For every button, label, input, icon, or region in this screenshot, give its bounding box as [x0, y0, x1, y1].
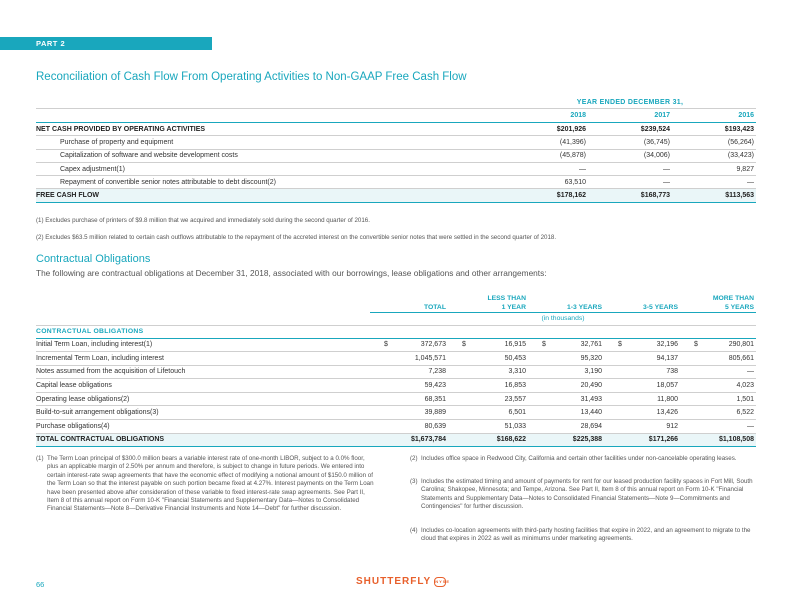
row-label: Capex adjustment(1) [36, 162, 504, 175]
cell: 3,310 [448, 365, 528, 379]
cell: (36,745) [588, 136, 672, 149]
cell: $168,622 [448, 433, 528, 447]
cell: $ 32,196 [604, 338, 680, 352]
period-header: YEAR ENDED DECEMBER 31, [576, 98, 684, 106]
cell: 7,238 [370, 365, 448, 379]
cell: $225,388 [528, 433, 604, 447]
cell: 6,522 [680, 406, 756, 420]
cell: 16,853 [448, 379, 528, 393]
row-label: FREE CASH FLOW [36, 189, 504, 202]
table-row [36, 123, 756, 136]
total-row [36, 189, 756, 202]
cell: $ 372,673 [370, 338, 448, 352]
cell: 20,490 [528, 379, 604, 393]
col-header: TOTAL [423, 303, 446, 311]
units-label: (in thousands) [370, 312, 756, 325]
cell: 805,661 [680, 352, 756, 366]
table-row [36, 352, 756, 366]
footnote: (4) Includes co-location agreements with third-party hosting facilities that expire in 2022, and an agreement to migrate to the cloud that expires in 2022 as well as minimums under marketing agreements. [410, 527, 751, 543]
cell: 95,320 [528, 352, 604, 366]
cell: 18,057 [604, 379, 680, 393]
cell: $ 32,761 [528, 338, 604, 352]
table-row [36, 365, 756, 379]
table-row [36, 338, 756, 352]
cell: 13,426 [604, 406, 680, 420]
row-label: Build-to-suit arrangement obligations(3) [36, 406, 370, 420]
cell: $ 16,915 [448, 338, 528, 352]
section-intro: The following are contractual obligations at December 31, 2018, associated with our borrowings, lease obligations and other arrangements: [36, 268, 547, 278]
row-label: TOTAL CONTRACTUAL OBLIGATIONS [36, 433, 370, 447]
cell: $171,266 [604, 433, 680, 447]
shutterfly-logo: SHUTTERFLY NYSE [356, 576, 451, 587]
cell: — [504, 162, 588, 175]
cell: 68,351 [370, 392, 448, 406]
footnote: (2) Excludes $63.5 million related to certain cash outflows attributable to the repayment of the accreted interest on the convertible senior notes that were settled in the second quarter of 2018. [36, 234, 557, 241]
year-header: 2017 [588, 109, 672, 123]
cell: — [672, 176, 756, 189]
cell: $1,108,508 [680, 433, 756, 447]
table-row [36, 149, 756, 162]
col-header: LESS THAN 1 YEAR [487, 294, 526, 311]
row-label: Repayment of convertible senior notes attributable to debt discount(2) [36, 176, 504, 189]
cell: $168,773 [588, 189, 672, 202]
cell: 94,137 [604, 352, 680, 366]
cell: 1,045,571 [370, 352, 448, 366]
cell: 4,023 [680, 379, 756, 393]
table-row [36, 406, 756, 420]
footnote: (1) The Term Loan principal of $300.0 million bears a variable interest rate of one-month LIBOR, subject to a 0.0% floor, plus an applicable margin of 2.50% per annum and therefore, is subject to change in future periods. We entered into certain interest-rate swap agreements that have the economic effect of modifying a notional amount of $150.0 million of the Term Loan so that the interest payable on such portion became fixed at 4.27%. Interest payments on the Term Loan have been presented above after consideration of these variable to fixed interest-rate swap agreements. See Part II, Item 8 of this annual report on Form 10-K "Financial Statements and Supplementary Data—Notes to Consolidated Financial Statements—Note 8—Derivative Financial Instruments and Note 14—Debt" for further discussion. [36, 455, 374, 513]
cell: $ 290,801 [680, 338, 756, 352]
part-label: PART 2 [0, 37, 212, 50]
col-header: MORE THAN 5 YEARS [712, 294, 754, 311]
cell: 31,493 [528, 392, 604, 406]
cell: 50,453 [448, 352, 528, 366]
year-header: 2018 [504, 109, 588, 123]
cell: $113,563 [672, 189, 756, 202]
cell: 738 [604, 365, 680, 379]
cell: $178,162 [504, 189, 588, 202]
cell: (33,423) [672, 149, 756, 162]
cell: 28,694 [528, 420, 604, 434]
row-label: Initial Term Loan, including interest(1) [36, 338, 370, 352]
col-header: 1-3 YEARS [566, 303, 602, 311]
cell: $1,673,784 [370, 433, 448, 447]
nyse-mark-icon: NYSE [434, 577, 446, 587]
footnote: (1) Excludes purchase of printers of $9.8 million that we acquired and immediately sold during the second quarter of 2016. [36, 217, 370, 224]
cell: 912 [604, 420, 680, 434]
cell: 63,510 [504, 176, 588, 189]
row-label: Incremental Term Loan, including interest [36, 352, 370, 366]
cell: — [680, 420, 756, 434]
table-row [36, 136, 756, 149]
row-label: Purchase obligations(4) [36, 420, 370, 434]
cell: $193,423 [672, 123, 756, 136]
cell: (34,006) [588, 149, 672, 162]
cell: (56,264) [672, 136, 756, 149]
year-header: 2016 [672, 109, 756, 123]
cell: — [588, 176, 672, 189]
table-row [36, 379, 756, 393]
row-label: Operating lease obligations(2) [36, 392, 370, 406]
cell: 9,827 [672, 162, 756, 175]
row-label: Capital lease obligations [36, 379, 370, 393]
table-row [36, 420, 756, 434]
cell: 6,501 [448, 406, 528, 420]
footnote: (2) Includes office space in Redwood City, California and certain other facilities under non-cancelable operating leases. [410, 455, 737, 462]
cell: 39,889 [370, 406, 448, 420]
col-header: 3-5 YEARS [642, 303, 678, 311]
cashflow-title: Reconciliation of Cash Flow From Operating Activities to Non-GAAP Free Cash Flow [36, 71, 467, 83]
row-label: Capitalization of software and website development costs [36, 149, 504, 162]
cell: 80,639 [370, 420, 448, 434]
cell: 11,800 [604, 392, 680, 406]
cashflow-table [36, 96, 756, 203]
cell: 13,440 [528, 406, 604, 420]
cell: 23,557 [448, 392, 528, 406]
page-number: 66 [36, 580, 45, 589]
row-label: Notes assumed from the acquisition of Lifetouch [36, 365, 370, 379]
cell: 1,501 [680, 392, 756, 406]
cell: $239,524 [588, 123, 672, 136]
obligations-table [36, 291, 756, 447]
table-row [36, 162, 756, 175]
table-row [36, 392, 756, 406]
section-title: Contractual Obligations [36, 253, 151, 265]
cell: — [680, 365, 756, 379]
total-row [36, 433, 756, 447]
cell: 59,423 [370, 379, 448, 393]
row-label: Purchase of property and equipment [36, 136, 504, 149]
cell: (45,878) [504, 149, 588, 162]
cell: — [588, 162, 672, 175]
footnote: (3) Includes the estimated timing and amount of payments for rent for our leased production facility spaces in Fort Mill, South Carolina; Shakopee, Minnesota; and Tempe, Arizona. See Part II, Item 8 of this annual report on Form 10-K "Financial Statements and Supplementary Data—Notes to Consolidated Financial Statements—Note 9—Commitments and Contingencies" for further discussion. [410, 478, 753, 511]
cell: (41,396) [504, 136, 588, 149]
row-label: NET CASH PROVIDED BY OPERATING ACTIVITIES [36, 123, 504, 136]
cell: $201,926 [504, 123, 588, 136]
table-row [36, 176, 756, 189]
section-header: CONTRACTUAL OBLIGATIONS [36, 325, 756, 338]
cell: 51,033 [448, 420, 528, 434]
cell: 3,190 [528, 365, 604, 379]
